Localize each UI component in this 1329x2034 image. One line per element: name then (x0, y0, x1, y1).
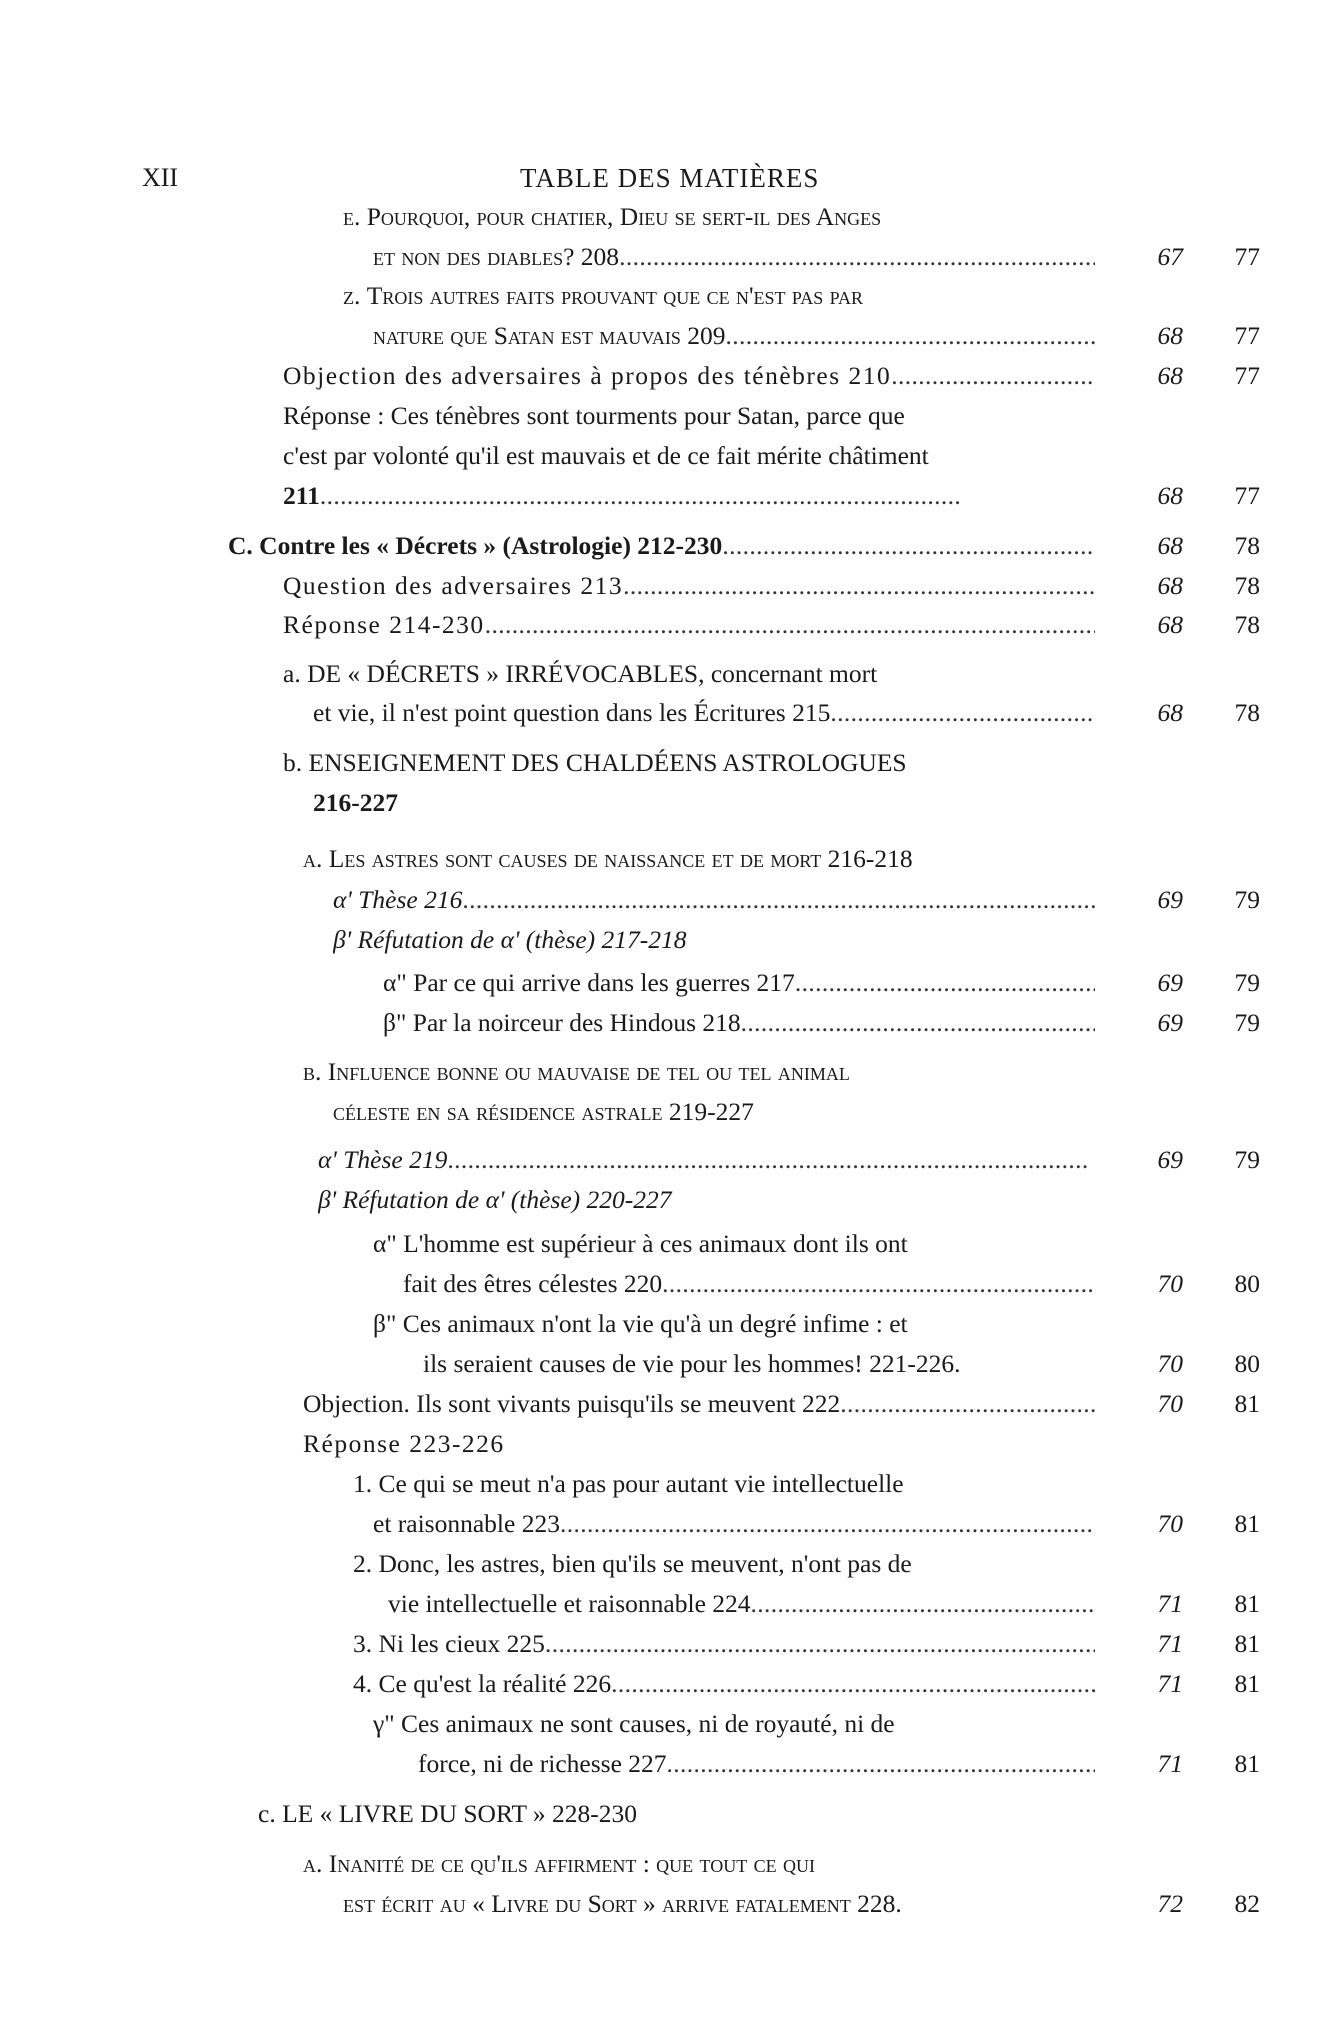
page-ref-second: 80 (1234, 1269, 1260, 1298)
page-ref-first: 68 (1157, 698, 1183, 727)
toc-entry-text: nature que Satan est mauvais 209 (373, 321, 726, 350)
toc-entry-leader (303, 839, 1095, 879)
page-ref-first: 71 (1157, 1629, 1183, 1658)
toc-entry-leader (303, 1424, 1095, 1464)
toc-entry (0, 1264, 1329, 1304)
toc-entry (0, 1794, 1329, 1834)
toc-entry (0, 693, 1329, 733)
dot-leader (545, 1624, 1095, 1664)
toc-entry (0, 1224, 1329, 1264)
dot-leader (662, 1264, 1095, 1304)
toc-entry-text: vie intellectuelle et raisonnable 224 (388, 1589, 751, 1618)
page-ref-first: 67 (1157, 242, 1183, 271)
page-ref-first: 70 (1157, 1349, 1183, 1378)
dot-leader (891, 356, 1095, 396)
toc-entry-text: Objection. Ils sont vivants puisqu'ils se meuvent 222 (303, 1389, 841, 1418)
toc-entry-text: et non des diables? 208 (373, 242, 620, 271)
toc-entry-leader (423, 1344, 1095, 1384)
toc-entry-leader (383, 1003, 1095, 1043)
toc-entry-text: α" L'homme est supérieur à ces animaux dont ils ont (373, 1229, 908, 1258)
toc-entry (0, 1584, 1329, 1624)
dot-leader (722, 526, 1095, 566)
toc-entry (0, 1344, 1329, 1384)
dot-leader (447, 1140, 1095, 1180)
page-ref-first: 68 (1157, 481, 1183, 510)
toc-entry-text: a. DE « DÉCRETS » IRRÉVOCABLES, concernant mort (283, 659, 878, 688)
page-ref-first: 71 (1157, 1589, 1183, 1618)
toc-entry (0, 1424, 1329, 1464)
toc-entry (0, 1180, 1329, 1220)
toc-entry-leader (373, 316, 1095, 356)
page-ref-second: 78 (1234, 531, 1260, 560)
toc-entry (0, 963, 1329, 1003)
page-ref-first: 68 (1157, 531, 1183, 560)
toc-entry-leader (343, 1884, 1095, 1924)
page-number: XII (142, 163, 179, 192)
toc-entry-text: 3. Ni les cieux 225 (353, 1629, 545, 1658)
page-ref-first: 70 (1157, 1269, 1183, 1298)
toc-entry (0, 1092, 1329, 1132)
toc-entry-leader (388, 1584, 1095, 1624)
page-ref-second: 79 (1234, 1145, 1260, 1174)
page-ref-first: 70 (1157, 1509, 1183, 1538)
toc-entry-text: est écrit au « Livre du Sort » arrive fatalement 228. (343, 1889, 902, 1918)
toc-entry-leader (258, 1794, 1095, 1834)
toc-entry (0, 316, 1329, 356)
toc-entry (0, 880, 1329, 920)
page-ref-second: 79 (1234, 885, 1260, 914)
page-ref-first: 69 (1157, 968, 1183, 997)
toc-entry (0, 743, 1329, 783)
page-ref-first: 68 (1157, 571, 1183, 600)
toc-entry-leader (303, 1384, 1095, 1424)
page-ref-first: 70 (1157, 1389, 1183, 1418)
toc-entry-text: fait des êtres célestes 220 (403, 1269, 663, 1298)
page-ref-second: 77 (1234, 361, 1260, 390)
page-ref-second: 77 (1234, 321, 1260, 350)
toc-entry (0, 1003, 1329, 1043)
toc-entry (0, 1464, 1329, 1504)
toc-entry-text: c'est par volonté qu'il est mauvais et de ce fait mérite châtiment (283, 441, 929, 470)
toc-entry-text: et vie, il n'est point question dans les Écritures 215 (313, 698, 831, 727)
toc-entry-leader (303, 1052, 1095, 1092)
dot-leader (485, 605, 1095, 645)
page-ref-second: 78 (1234, 571, 1260, 600)
dot-leader (840, 1384, 1095, 1424)
toc-entry-leader (373, 237, 1095, 277)
toc-entry-text: β" Par la noirceur des Hindous 218 (383, 1008, 741, 1037)
page-ref-second: 80 (1234, 1349, 1260, 1378)
toc-entry (0, 839, 1329, 879)
toc-entry (0, 237, 1329, 277)
toc-entry-text: ils seraient causes de vie pour les hommes! 221-226. (423, 1349, 961, 1378)
toc-entry-leader (343, 197, 1095, 237)
page-ref-second: 78 (1234, 698, 1260, 727)
toc-entry-text: Réponse : Ces ténèbres sont tourments pour Satan, parce que (283, 401, 905, 430)
toc-entry (0, 197, 1329, 237)
page-ref-first: 68 (1157, 610, 1183, 639)
toc-entry (0, 1844, 1329, 1884)
toc-entry-leader (283, 476, 1095, 516)
toc-entry (0, 1140, 1329, 1180)
toc-entry-leader (353, 1664, 1095, 1704)
page-ref-first: 69 (1157, 885, 1183, 914)
toc-entry-text: force, ni de richesse 227 (418, 1749, 667, 1778)
toc-entry-leader (333, 1092, 1095, 1132)
toc-entry (0, 654, 1329, 694)
toc-entry-text: ε. Pourquoi, pour chatier, Dieu se sert-il des Anges (343, 202, 882, 231)
toc-entry-text: α. Inanité de ce qu'ils affirment : que tout ce qui (303, 1849, 815, 1878)
page-ref-second: 79 (1234, 1008, 1260, 1037)
toc-entry-leader (283, 436, 1095, 476)
toc-entry-leader (333, 880, 1095, 920)
toc-entry-text: α' Thèse 219 (318, 1145, 448, 1174)
toc-entry-text: b. ENSEIGNEMENT DES CHALDÉENS ASTROLOGUES (283, 748, 907, 777)
toc-entry-leader (383, 963, 1095, 1003)
toc-entry-leader (353, 1464, 1095, 1504)
toc-entry (0, 783, 1329, 823)
toc-entry-text: C. Contre les « Décrets » (Astrologie) 212-230 (228, 531, 723, 560)
toc-entry (0, 566, 1329, 606)
page-ref-first: 69 (1157, 1008, 1183, 1037)
toc-entry-leader (318, 1140, 1095, 1180)
dot-leader (560, 1504, 1095, 1544)
dot-leader (611, 1664, 1095, 1704)
toc-entry (0, 1504, 1329, 1544)
toc-entry-leader (353, 1544, 1095, 1584)
toc-entry-text: 4. Ce qu'est la réalité 226 (353, 1669, 612, 1698)
toc-entry (0, 1384, 1329, 1424)
toc-entry-leader (373, 1304, 1095, 1344)
toc-entry-text: Réponse 223-226 (303, 1429, 505, 1458)
toc-entry-leader (228, 526, 1095, 566)
toc-entry-text: ζ. Trois autres faits prouvant que ce n'est pas par (343, 281, 864, 310)
page-ref-second: 82 (1234, 1889, 1260, 1918)
toc-entry (0, 605, 1329, 645)
toc-entry-leader (353, 1624, 1095, 1664)
toc-entry-text: 2. Donc, les astres, bien qu'ils se meuvent, n'ont pas de (353, 1549, 912, 1578)
toc-entry-text: 211 (283, 481, 320, 510)
toc-entry (0, 1704, 1329, 1744)
toc-entry (0, 356, 1329, 396)
toc-entry-leader (313, 693, 1095, 733)
toc-entry-leader (373, 1504, 1095, 1544)
dot-leader (667, 1744, 1095, 1784)
toc-entry (0, 436, 1329, 476)
toc-entry (0, 1052, 1329, 1092)
dot-leader (623, 566, 1095, 606)
toc-entry-leader (283, 743, 1095, 783)
page-ref-second: 78 (1234, 610, 1260, 639)
toc-entry-text: Question des adversaires 213 (283, 571, 624, 600)
dot-leader (462, 880, 1095, 920)
toc-entry-text: 216-227 (313, 788, 398, 817)
toc-entry-leader (318, 1180, 1095, 1220)
toc-entry-text: et raisonnable 223 (373, 1509, 560, 1538)
toc-entry-leader (373, 1704, 1095, 1744)
toc-entry (0, 526, 1329, 566)
dot-leader (726, 316, 1095, 356)
toc-entry-leader (283, 654, 1095, 694)
toc-entry-text: α" Par ce qui arrive dans les guerres 217 (383, 968, 795, 997)
toc-entry-text: α. Les astres sont causes de naissance et de mort 216-218 (303, 844, 913, 873)
dot-leader (320, 476, 1095, 516)
toc-entry (0, 1744, 1329, 1784)
page-ref-second: 81 (1234, 1509, 1260, 1538)
page-ref-first: 68 (1157, 361, 1183, 390)
toc-entry-leader (283, 605, 1095, 645)
dot-leader (619, 237, 1095, 277)
page-ref-second: 81 (1234, 1629, 1260, 1658)
dot-leader (795, 963, 1095, 1003)
dot-leader (751, 1584, 1095, 1624)
page-ref-second: 77 (1234, 481, 1260, 510)
dot-leader (830, 693, 1095, 733)
toc-entry (0, 1544, 1329, 1584)
toc-entry-text: β" Ces animaux n'ont la vie qu'à un degré infime : et (373, 1309, 908, 1338)
page-ref-second: 81 (1234, 1389, 1260, 1418)
toc-entry-text: β' Réfutation de α' (thèse) 217-218 (333, 925, 687, 954)
page-ref-first: 71 (1157, 1749, 1183, 1778)
toc-entry-leader (333, 920, 1095, 960)
toc-entry-text: β. Influence bonne ou mauvaise de tel ou tel animal (303, 1057, 850, 1086)
page-ref-first: 71 (1157, 1669, 1183, 1698)
toc-entry-text: c. LE « LIVRE DU SORT » 228-230 (258, 1799, 638, 1828)
toc-entry-leader (283, 566, 1095, 606)
toc-entry-text: 1. Ce qui se meut n'a pas pour autant vie intellectuelle (353, 1469, 904, 1498)
toc-entry-leader (283, 396, 1095, 436)
page-ref-second: 81 (1234, 1669, 1260, 1698)
page-ref-second: 79 (1234, 968, 1260, 997)
toc-entry (0, 920, 1329, 960)
page-ref-first: 69 (1157, 1145, 1183, 1174)
toc-entry-leader (418, 1744, 1095, 1784)
toc-entry (0, 396, 1329, 436)
dot-leader (741, 1003, 1095, 1043)
toc-entry-text: α' Thèse 216 (333, 885, 463, 914)
toc-entry (0, 1304, 1329, 1344)
toc-entry-text: Objection des adversaires à propos des ténèbres 210 (283, 361, 892, 390)
toc-entry (0, 1664, 1329, 1704)
toc-entry-leader (313, 783, 1095, 823)
page-ref-first: 72 (1157, 1889, 1183, 1918)
page-ref-first: 68 (1157, 321, 1183, 350)
toc-entry (0, 276, 1329, 316)
toc-entry-leader (343, 276, 1095, 316)
page-ref-second: 81 (1234, 1589, 1260, 1618)
toc-entry-leader (283, 356, 1095, 396)
toc-entry-leader (303, 1844, 1095, 1884)
toc-entry (0, 1884, 1329, 1924)
toc-entry-leader (373, 1224, 1095, 1264)
page-ref-second: 77 (1234, 242, 1260, 271)
toc-entry (0, 1624, 1329, 1664)
toc-entry-text: γ" Ces animaux ne sont causes, ni de royauté, ni de (373, 1709, 895, 1738)
page-title: TABLE DES MATIÈRES (520, 163, 820, 193)
page-ref-second: 81 (1234, 1749, 1260, 1778)
toc-entry (0, 476, 1329, 516)
toc-entry-text: céleste en sa résidence astrale 219-227 (333, 1097, 754, 1126)
toc-entry-text: β' Réfutation de α' (thèse) 220-227 (318, 1185, 672, 1214)
toc-entry-text: Réponse 214-230 (283, 610, 485, 639)
toc-entry-leader (403, 1264, 1095, 1304)
